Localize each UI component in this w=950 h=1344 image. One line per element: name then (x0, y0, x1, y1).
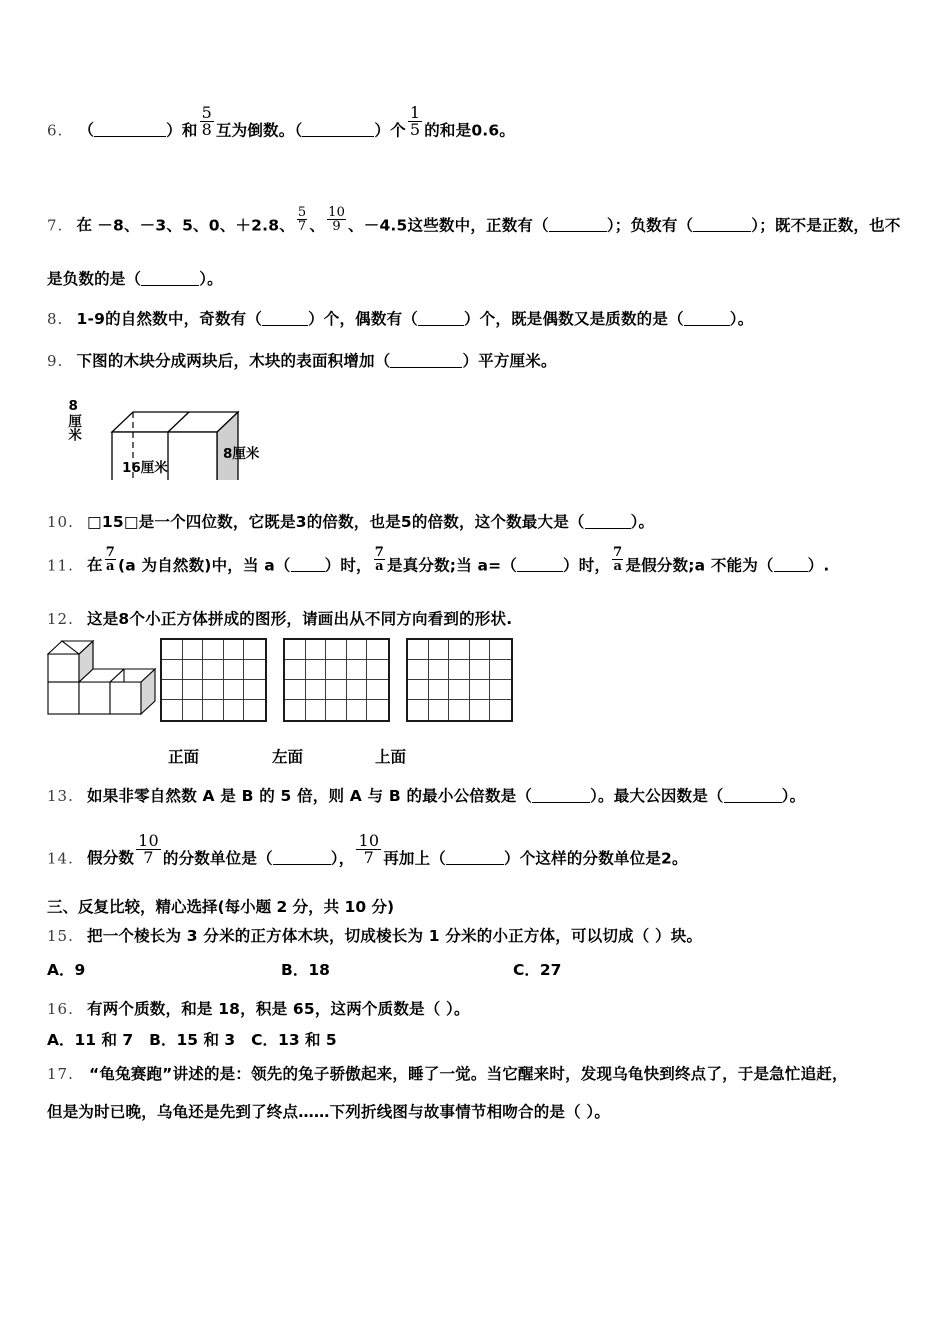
question-11-number: 11. (47, 556, 74, 575)
grid-cell[interactable] (326, 660, 347, 680)
q12-cube-count: 8 (118, 610, 130, 628)
question-15 (47, 922, 702, 950)
q11-blank-2[interactable] (517, 558, 563, 572)
q11-text-1: 在 (87, 556, 103, 575)
grid-cell[interactable] (306, 680, 327, 700)
q14-text-3: ）， (330, 849, 355, 868)
q12-text-1: 这是 (87, 610, 119, 628)
q7-blank-2[interactable] (693, 218, 751, 232)
grid-cell[interactable] (306, 640, 327, 660)
q9-text-2: ）平方厘米。 (462, 352, 557, 370)
q16-option-a-letter: A． (47, 1031, 75, 1049)
q6-value: 0.6 (471, 121, 500, 140)
grid-cell[interactable] (429, 660, 450, 680)
question-15-options (47, 958, 561, 980)
grid-cell[interactable] (408, 660, 429, 680)
q16-option-b[interactable] (149, 1028, 235, 1050)
q15-option-a-letter: A． (47, 961, 75, 979)
q6-fraction-5-8 (200, 105, 214, 139)
q14-fraction-10-7-b (356, 833, 381, 867)
grid-cell[interactable] (244, 680, 265, 700)
grid-front-view[interactable] (160, 638, 267, 722)
grid-cell[interactable] (203, 660, 224, 680)
q16-option-c-letter: C． (251, 1031, 279, 1049)
grid-cell[interactable] (326, 680, 347, 700)
q7-text-1: 在 (76, 216, 93, 235)
q14-frac1-numerator: 10 (138, 831, 159, 850)
q11-text-2: (a 为自然数)中，当 a（ (117, 556, 291, 575)
grid-cell[interactable] (285, 680, 306, 700)
question-14 (47, 831, 688, 872)
grid-cell[interactable] (162, 640, 183, 660)
grid-left-view[interactable] (283, 638, 390, 722)
grid-cell[interactable] (490, 660, 511, 680)
grid-cell[interactable] (367, 660, 388, 680)
grid-cell[interactable] (244, 660, 265, 680)
grid-cell[interactable] (470, 660, 491, 680)
cube-stack-svg (47, 638, 157, 723)
grid-cell[interactable] (224, 660, 245, 680)
grid-label-left: 左面 (272, 748, 304, 766)
question-11 (47, 545, 830, 579)
q7-text-2: 、 (309, 216, 326, 235)
question-17-number: 17. (47, 1065, 74, 1083)
question-15-number: 15. (47, 927, 74, 945)
q16-option-b-value: 15 和 3 (176, 1031, 236, 1049)
q7-line2-text-2: ）。 (199, 270, 223, 288)
q6-text-1: （ (78, 121, 95, 140)
q11-fraction-7-a-1 (105, 546, 116, 574)
grid-cell[interactable] (224, 640, 245, 660)
q15-option-c-value: 27 (539, 961, 562, 979)
question-16-number: 16. (47, 1000, 74, 1018)
question-7-line2 (47, 265, 223, 293)
q10-text-1: 是一个四位数，它既是 (138, 513, 296, 531)
q15-option-a[interactable] (47, 958, 281, 980)
grid-cell[interactable] (285, 640, 306, 660)
q11-text-3: ）时， (324, 556, 372, 575)
grid-cell[interactable] (429, 640, 450, 660)
q10-blank-1[interactable] (585, 515, 631, 529)
grid-cell[interactable] (408, 640, 429, 660)
q13-blank-2[interactable] (724, 789, 782, 803)
question-13-number: 13. (47, 787, 74, 805)
grid-cell[interactable] (347, 700, 368, 720)
grid-cell[interactable] (162, 700, 183, 720)
q6-text-6: 。 (499, 121, 516, 140)
q8-blank-2[interactable] (418, 312, 464, 326)
q9-text-1: 下图的木块分成两块后，木块的表面积增加（ (76, 352, 391, 370)
grid-cell[interactable] (490, 680, 511, 700)
q11-text-4: 是真分数;当 a=（ (387, 556, 518, 575)
grid-cell[interactable] (203, 640, 224, 660)
grid-cell[interactable] (470, 640, 491, 660)
question-6 (47, 103, 516, 144)
q8-range: 1-9 (76, 310, 106, 328)
grid-cell[interactable] (449, 660, 470, 680)
q14-fraction-10-7-a (136, 833, 161, 867)
q10-num-3: 3 (295, 513, 307, 531)
q7-frac2-denominator: 9 (327, 219, 346, 233)
q10-text-2: 的倍数，也是 (306, 513, 401, 531)
grid-cell[interactable] (449, 640, 470, 660)
question-8 (47, 305, 753, 333)
q11-text-7: ）. (807, 556, 830, 575)
q6-text-4: ）个 (374, 121, 406, 140)
q16-option-b-letter: B． (149, 1031, 177, 1049)
grid-cell[interactable] (367, 640, 388, 660)
q10-text-3: 的倍数，这个数最大是（ (411, 513, 585, 531)
q17-line2: 但是为时已晚，乌龟还是先到了终点……下列折线图与故事情节相吻合的是（ ）。 (47, 1103, 611, 1121)
q13-blank-1[interactable] (532, 789, 590, 803)
q17-line1: “龟兔赛跑”讲述的是：领先的兔子骄傲起来，睡了一觉。当它醒来时，发现乌龟快到终点了，于是急忙追赶， (89, 1065, 848, 1083)
q7-text-3: 、－4.5 (348, 216, 408, 235)
q6-text-5: 的和是 (424, 121, 472, 140)
grid-cell[interactable] (449, 680, 470, 700)
q7-text-5: ）；负数有（ (606, 216, 694, 235)
q11-fraction-7-a-3 (612, 546, 623, 574)
question-12-cube-stack-figure (47, 638, 157, 723)
q7-blank-1[interactable] (549, 218, 607, 232)
q8-text-1: 的自然数中，奇数有（ (105, 310, 263, 328)
q6-text-2: ）和 (166, 121, 198, 140)
grid-cell[interactable] (470, 700, 491, 720)
grid-cell[interactable] (347, 640, 368, 660)
q14-text-6: 。 (672, 849, 688, 868)
grid-cell[interactable] (408, 700, 429, 720)
prism-svg (60, 370, 290, 480)
q15-option-c[interactable] (513, 958, 561, 980)
q11-frac2-numerator: 7 (374, 545, 384, 560)
grid-cell[interactable] (183, 640, 204, 660)
grid-cell[interactable] (429, 700, 450, 720)
q11-blank-1[interactable] (291, 558, 325, 572)
q6-fraction-1-5 (408, 105, 422, 139)
grid-cell[interactable] (408, 680, 429, 700)
question-12 (47, 605, 512, 633)
q11-text-6: 是假分数;a 不能为（ (625, 556, 774, 575)
q11-fraction-7-a-2 (374, 546, 385, 574)
q14-frac2-numerator: 10 (358, 831, 380, 850)
question-17-line2 (47, 1098, 610, 1126)
q6-blank-1[interactable] (94, 123, 166, 137)
q10-pattern: □15□ (87, 513, 139, 531)
q16-option-c-value: 13 和 5 (278, 1031, 337, 1049)
grid-cell[interactable] (306, 660, 327, 680)
question-16 (47, 995, 470, 1023)
q7-text-6: ）；既不是正数，也不 (751, 216, 901, 235)
q15-option-a-value: 9 (74, 961, 86, 979)
grid-cell[interactable] (162, 680, 183, 700)
prism-width-label: 16厘米 (122, 460, 168, 476)
grid-cell[interactable] (306, 700, 327, 720)
q16-option-c[interactable] (251, 1028, 337, 1050)
q11-text-5: ）时， (563, 556, 611, 575)
grid-cell[interactable] (326, 700, 347, 720)
prism-top-face (112, 412, 238, 432)
question-6-number: 6. (47, 121, 64, 140)
question-14-number: 14. (47, 849, 74, 868)
grid-cell[interactable] (183, 700, 204, 720)
grid-cell[interactable] (490, 700, 511, 720)
q6-frac2-denominator: 5 (409, 120, 421, 140)
q15-option-b[interactable] (281, 958, 513, 980)
q6-frac2-numerator: 1 (409, 103, 421, 122)
q6-frac1-denominator: 8 (201, 120, 212, 140)
q11-frac3-numerator: 7 (613, 545, 623, 560)
q14-frac1-denominator: 7 (136, 849, 161, 866)
question-10 (47, 508, 654, 536)
grid-cell[interactable] (203, 680, 224, 700)
grid-cell[interactable] (183, 660, 204, 680)
grid-cell[interactable] (347, 660, 368, 680)
q6-blank-2[interactable] (302, 123, 374, 137)
q16-option-a[interactable] (47, 1028, 133, 1050)
q14-blank-2[interactable] (446, 851, 504, 865)
grid-cell[interactable] (183, 680, 204, 700)
q11-frac1-denominator: a (106, 559, 115, 575)
grid-cell[interactable] (162, 660, 183, 680)
q7-fraction-10-9 (327, 206, 346, 234)
grid-cell[interactable] (449, 700, 470, 720)
grid-cell[interactable] (203, 700, 224, 720)
q8-blank-1[interactable] (262, 312, 308, 326)
q8-blank-3[interactable] (684, 312, 730, 326)
q10-text-4: ）。 (630, 513, 655, 531)
prism-height-label: 8厘米 (65, 398, 82, 441)
q7-number-list: －8、－3、5、0、＋2.8、 (97, 216, 295, 235)
q7-frac1-denominator: 7 (297, 219, 307, 235)
question-9-number: 9. (47, 352, 64, 370)
grid-cell[interactable] (470, 680, 491, 700)
q14-frac2-denominator: 7 (356, 849, 381, 866)
question-17 (47, 1060, 848, 1088)
q11-frac1-numerator: 7 (105, 545, 115, 560)
grid-cell[interactable] (244, 640, 265, 660)
q10-num-5: 5 (400, 513, 412, 531)
q7-frac2-numerator: 10 (328, 205, 346, 220)
q14-value-2: 2 (661, 849, 673, 868)
grid-cell[interactable] (244, 700, 265, 720)
grid-cell[interactable] (224, 700, 245, 720)
grid-top-view[interactable] (406, 638, 513, 722)
grid-cell[interactable] (347, 680, 368, 700)
grid-label-top: 上面 (375, 748, 407, 766)
q7-text-4: 这些数中，正数有（ (407, 216, 549, 235)
q16-text: 有两个质数，和是 18，积是 65，这两个质数是（ ）。 (87, 1000, 470, 1018)
q8-text-4: ）。 (729, 310, 754, 328)
q11-blank-3[interactable] (774, 558, 808, 572)
question-7-number: 7. (47, 216, 64, 235)
question-9-prism-figure (60, 370, 290, 480)
q11-frac2-denominator: a (375, 559, 384, 575)
grid-cell[interactable] (367, 700, 388, 720)
grid-label-front: 正面 (168, 748, 200, 766)
question-12-number: 12. (47, 610, 74, 628)
q14-text-5: ）个这样的分数单位是 (504, 849, 662, 868)
q8-text-3: ）个，既是偶数又是质数的是（ (463, 310, 684, 328)
question-7 (47, 205, 901, 239)
q12-text-2: 个小正方体拼成的图形，请画出从不同方向看到的形状. (129, 610, 513, 628)
grid-cell[interactable] (326, 640, 347, 660)
grid-cell[interactable] (367, 680, 388, 700)
grid-cell[interactable] (429, 680, 450, 700)
section-three-heading: 三、反复比较，精心选择(每小题 2 分，共 10 分) (47, 898, 395, 916)
q7-blank-3[interactable] (141, 272, 199, 286)
q15-option-c-letter: C． (513, 961, 540, 979)
grid-cell[interactable] (285, 700, 306, 720)
q16-option-a-value: 11 和 7 (74, 1031, 134, 1049)
q7-fraction-5-7 (297, 206, 307, 234)
q14-text-4: 再加上（ (383, 849, 447, 868)
q15-option-b-value: 18 (308, 961, 330, 979)
grid-cell[interactable] (490, 640, 511, 660)
q13-text-3: ）。 (781, 787, 806, 805)
q14-text-1: 假分数 (87, 849, 135, 868)
q14-blank-1[interactable] (273, 851, 331, 865)
q11-frac3-denominator: a (613, 559, 623, 575)
q14-text-2: 的分数单位是（ (162, 849, 273, 868)
question-10-number: 10. (47, 513, 74, 531)
q6-frac1-numerator: 5 (201, 103, 212, 122)
q13-text-2: ）。最大公因数是（ (590, 787, 724, 805)
q8-text-2: ）个，偶数有（ (308, 310, 418, 328)
question-16-options (47, 1028, 337, 1050)
question-8-number: 8. (47, 310, 64, 328)
grid-cell[interactable] (224, 680, 245, 700)
q9-blank-1[interactable] (390, 354, 462, 368)
q6-text-3: 互为倒数。（ (215, 121, 303, 140)
q7-line2-text-1: 是负数的是（ (47, 270, 142, 288)
q13-text-1: 如果非零自然数 A 是 B 的 5 倍，则 A 与 B 的最小公倍数是（ (87, 787, 533, 805)
grid-cell[interactable] (285, 660, 306, 680)
q15-text: 把一个棱长为 3 分米的正方体木块，切成棱长为 1 分米的小正方体，可以切成（ ）块。 (87, 927, 703, 945)
q7-frac1-numerator: 5 (297, 205, 307, 220)
question-13 (47, 782, 805, 810)
prism-depth-label: 8厘米 (223, 446, 260, 462)
q15-option-b-letter: B． (281, 961, 309, 979)
